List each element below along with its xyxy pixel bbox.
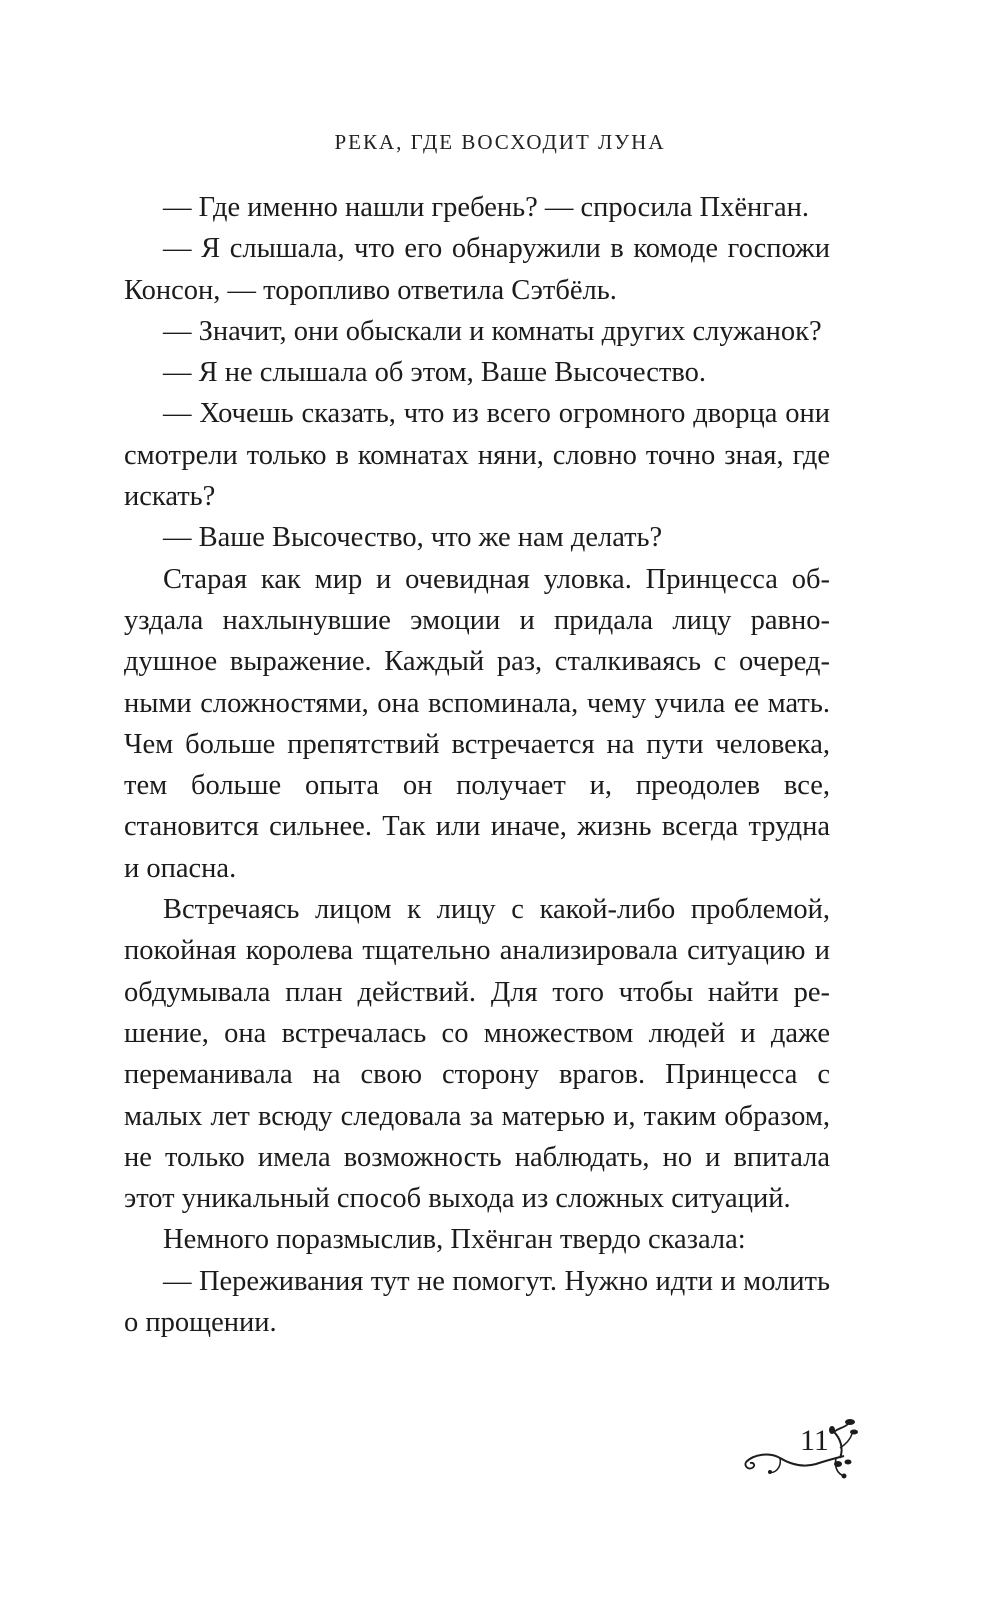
paragraph: — Переживания тут не помогут. Нужно идти и молить о прощении.	[124, 1265, 830, 1339]
paragraph: — Я слышала, что его обнаружили в комоде госпожи Консон, — торопливо ответила Сэтбёль.	[124, 233, 830, 306]
paragraph: — Хочешь сказать, что из всего огромного дворца они смотрели только в комнатах няни, словно точно зная, где искать?	[124, 398, 830, 513]
running-head: РЕКА, ГДЕ ВОСХОДИТ ЛУНА	[334, 130, 666, 154]
paragraph: — Где именно нашли гребень? — спросила Пхёнган.	[163, 192, 809, 223]
paragraph: Старая как мир и очевидная уловка. Принцесса обуздала нахлынувшие эмоции и придала лицу равнодушное выражение. Каждый раз, сталкиваясь с очередными сложностями, она вспоминала, чему учила ее мать. Чем больше препятствий встречается на пути человека, тем больше опыта он получает и, преодолев все, становится сильнее. Так или иначе, жизнь всегда трудна и опасна.	[124, 563, 830, 884]
paragraph: Немного поразмыслив, Пхёнган твердо сказала:	[163, 1224, 746, 1256]
page-number: 11	[800, 1424, 829, 1457]
paragraph: Встречаясь лицом к лицу с какой-либо проблемой, покойная королева тщательно анализировала ситуацию и обдумывала план действий. Для того чтобы найти решение, она встречалась со множеством людей и даже переманивала на свою сторону врагов. Принцесса с малых лет всюду следовала за матерью и, таким образом, не только имела возможность наблюдать, но и впитала этот уникальный способ выхода из сложных ситуаций.	[124, 894, 830, 1215]
body-text	[124, 187, 830, 1343]
folio	[740, 1418, 880, 1498]
paragraph: — Ваше Высочество, что же нам делать?	[163, 522, 663, 554]
paragraph: — Я не слышала об этом, Ваше Высочество.	[163, 357, 706, 389]
paragraph: — Значит, они обыскали и комнаты других служанок?	[163, 315, 822, 347]
